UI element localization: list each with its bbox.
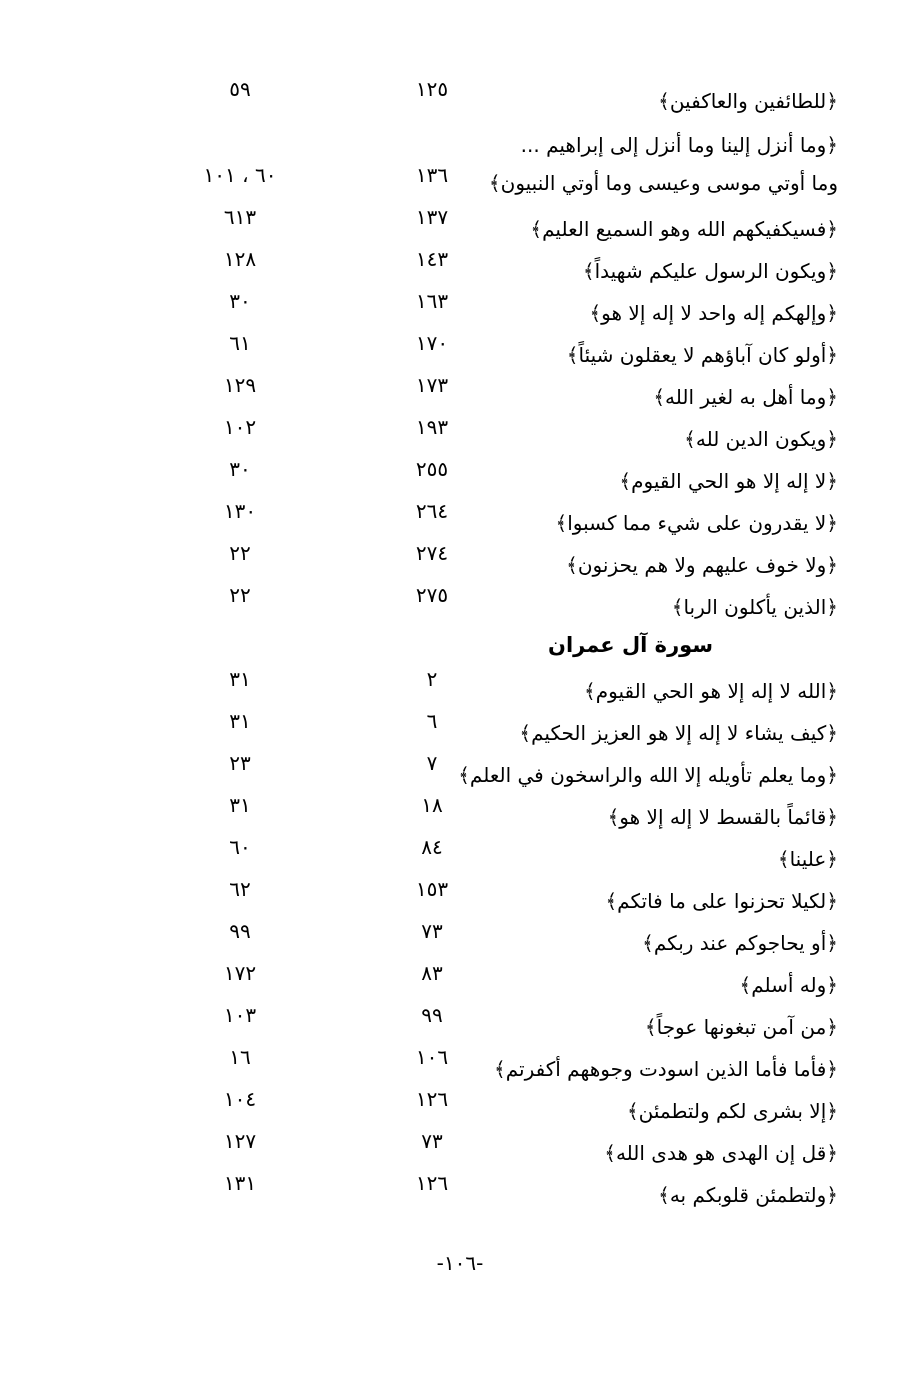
section-heading: سورة آل عمران xyxy=(548,633,713,657)
page-reference: ٦٢ xyxy=(229,877,251,901)
ayah-number: ٧٣ xyxy=(421,919,443,943)
verse-text: ﴿الله لا إله إلا هو الحي القيوم﴾ xyxy=(584,679,838,703)
page-reference: ٦١ xyxy=(229,331,251,355)
ayah-number: ٩٩ xyxy=(421,1003,443,1027)
page-reference: ١٢٩ xyxy=(223,373,257,397)
page-reference: ١٢٧ xyxy=(223,1129,257,1153)
verse-text: ﴿وإلهكم إله واحد لا إله إلا هو﴾ xyxy=(589,301,838,325)
ayah-number: ٦ xyxy=(426,709,438,733)
ayah-number: ٢٧٥ xyxy=(415,583,449,607)
verse-text: ﴿إلا بشرى لكم ولتطمئن﴾ xyxy=(626,1099,838,1123)
ayah-number: ١٦٣ xyxy=(415,289,449,313)
verse-text: ﴿ولا خوف عليهم ولا هم يحزنون﴾ xyxy=(566,553,838,577)
ayah-number: ١٤٣ xyxy=(415,247,449,271)
ayah-number: ١٢٥ xyxy=(415,77,449,101)
verse-text: ﴿فأما فأما الذين اسودت وجوههم أكفرتم﴾ xyxy=(493,1057,838,1081)
verse-text: ﴿الذين يأكلون الربا﴾ xyxy=(671,595,838,619)
ayah-number: ٨٣ xyxy=(421,961,443,985)
page-reference: ٣٠ xyxy=(229,457,251,481)
page-reference: ١٦ xyxy=(229,1045,251,1069)
verse-text: ﴿أو يحاجوكم عند ربكم﴾ xyxy=(642,931,838,955)
ayah-number: ٨٤ xyxy=(421,835,443,859)
verse-text: وما أوتي موسى وعيسى وما أوتي النبيون﴾ xyxy=(488,171,838,195)
ayah-number: ١٩٣ xyxy=(415,415,449,439)
verse-text: ﴿وله أسلم﴾ xyxy=(739,973,838,997)
verse-text: ﴿للطائفين والعاكفين﴾ xyxy=(658,89,838,113)
verse-text: ﴿ولتطمئن قلوبكم به﴾ xyxy=(658,1183,838,1207)
ayah-number: ١٢٦ xyxy=(415,1087,449,1111)
verse-text: ﴿من آمن تبغونها عوجاً﴾ xyxy=(644,1015,838,1039)
ayah-number: ١٧٠ xyxy=(415,331,449,355)
verse-text: ﴿وما أنزل إلينا وما أنزل إلى إبراهيم ... xyxy=(520,133,838,157)
ayah-number: ٢٥٥ xyxy=(415,457,449,481)
ayah-number: ٧٣ xyxy=(421,1129,443,1153)
verse-text: ﴿لا يقدرون على شيء مما كسبوا﴾ xyxy=(555,511,838,535)
page-reference: ١٠٤ xyxy=(223,1087,257,1111)
page-reference: ٩٩ xyxy=(229,919,251,943)
ayah-number: ١٨ xyxy=(421,793,443,817)
page-reference: ٣١ xyxy=(229,667,251,691)
ayah-number: ١٣٦ xyxy=(415,163,449,187)
verse-text: ﴿لكيلا تحزنوا على ما فاتكم﴾ xyxy=(605,889,838,913)
ayah-number: ٢٦٤ xyxy=(415,499,449,523)
page-reference: ٦٠ ، ١٠١ xyxy=(203,163,277,187)
page-reference: ٣٠ xyxy=(229,289,251,313)
ayah-number: ١٥٣ xyxy=(415,877,449,901)
ayah-number: ١٧٣ xyxy=(415,373,449,397)
page-reference: ٢٣ xyxy=(229,751,251,775)
page-reference: ١٧٢ xyxy=(223,961,257,985)
page-reference: ١٠٢ xyxy=(223,415,257,439)
page-reference: ١٣٠ xyxy=(223,499,257,523)
page-reference: ٣١ xyxy=(229,793,251,817)
verse-text: ﴿ويكون الدين لله﴾ xyxy=(684,427,838,451)
page-reference: ٣١ xyxy=(229,709,251,733)
table-row xyxy=(0,1171,923,1216)
page-reference: ٦١٣ xyxy=(223,205,257,229)
verse-text: ﴿أولو كان آباؤهم لا يعقلون شيئاً﴾ xyxy=(566,343,838,367)
ayah-number: ٢٧٤ xyxy=(415,541,449,565)
page-reference: ٢٢ xyxy=(229,583,251,607)
verse-text: ﴿لا إله إلا هو الحي القيوم﴾ xyxy=(619,469,838,493)
verse-text: ﴿ويكون الرسول عليكم شهيداً﴾ xyxy=(582,259,838,283)
page-reference: ١٢٨ xyxy=(223,247,257,271)
ayah-number: ١٠٦ xyxy=(415,1045,449,1069)
page-reference: ١٣١ xyxy=(223,1171,257,1195)
verse-text: ﴿كيف يشاء لا إله إلا هو العزيز الحكيم﴾ xyxy=(519,721,838,745)
page-reference: ٦٠ xyxy=(229,835,251,859)
ayah-number: ٢ xyxy=(426,667,438,691)
ayah-number: ١٢٦ xyxy=(415,1171,449,1195)
verse-text: ﴿فسيكفيكهم الله وهو السميع العليم﴾ xyxy=(530,217,838,241)
verse-text: ﴿قل إن الهدى هو هدى الله﴾ xyxy=(604,1141,838,1165)
page-number: -١٠٦- xyxy=(436,1251,484,1275)
verse-text: ﴿علينا﴾ xyxy=(777,847,838,871)
verse-text: ﴿قائماً بالقسط لا إله إلا هو﴾ xyxy=(607,805,838,829)
ayah-number: ١٣٧ xyxy=(415,205,449,229)
page-reference: ٢٢ xyxy=(229,541,251,565)
page-reference: ١٠٣ xyxy=(223,1003,257,1027)
table-row xyxy=(0,583,923,628)
table-row xyxy=(0,77,923,122)
verse-text: ﴿وما يعلم تأويله إلا الله والراسخون في العلم﴾ xyxy=(458,763,838,787)
page-reference: ٥٩ xyxy=(229,77,251,101)
verse-text: ﴿وما أهل به لغير الله﴾ xyxy=(653,385,838,409)
ayah-number: ٧ xyxy=(426,751,438,775)
